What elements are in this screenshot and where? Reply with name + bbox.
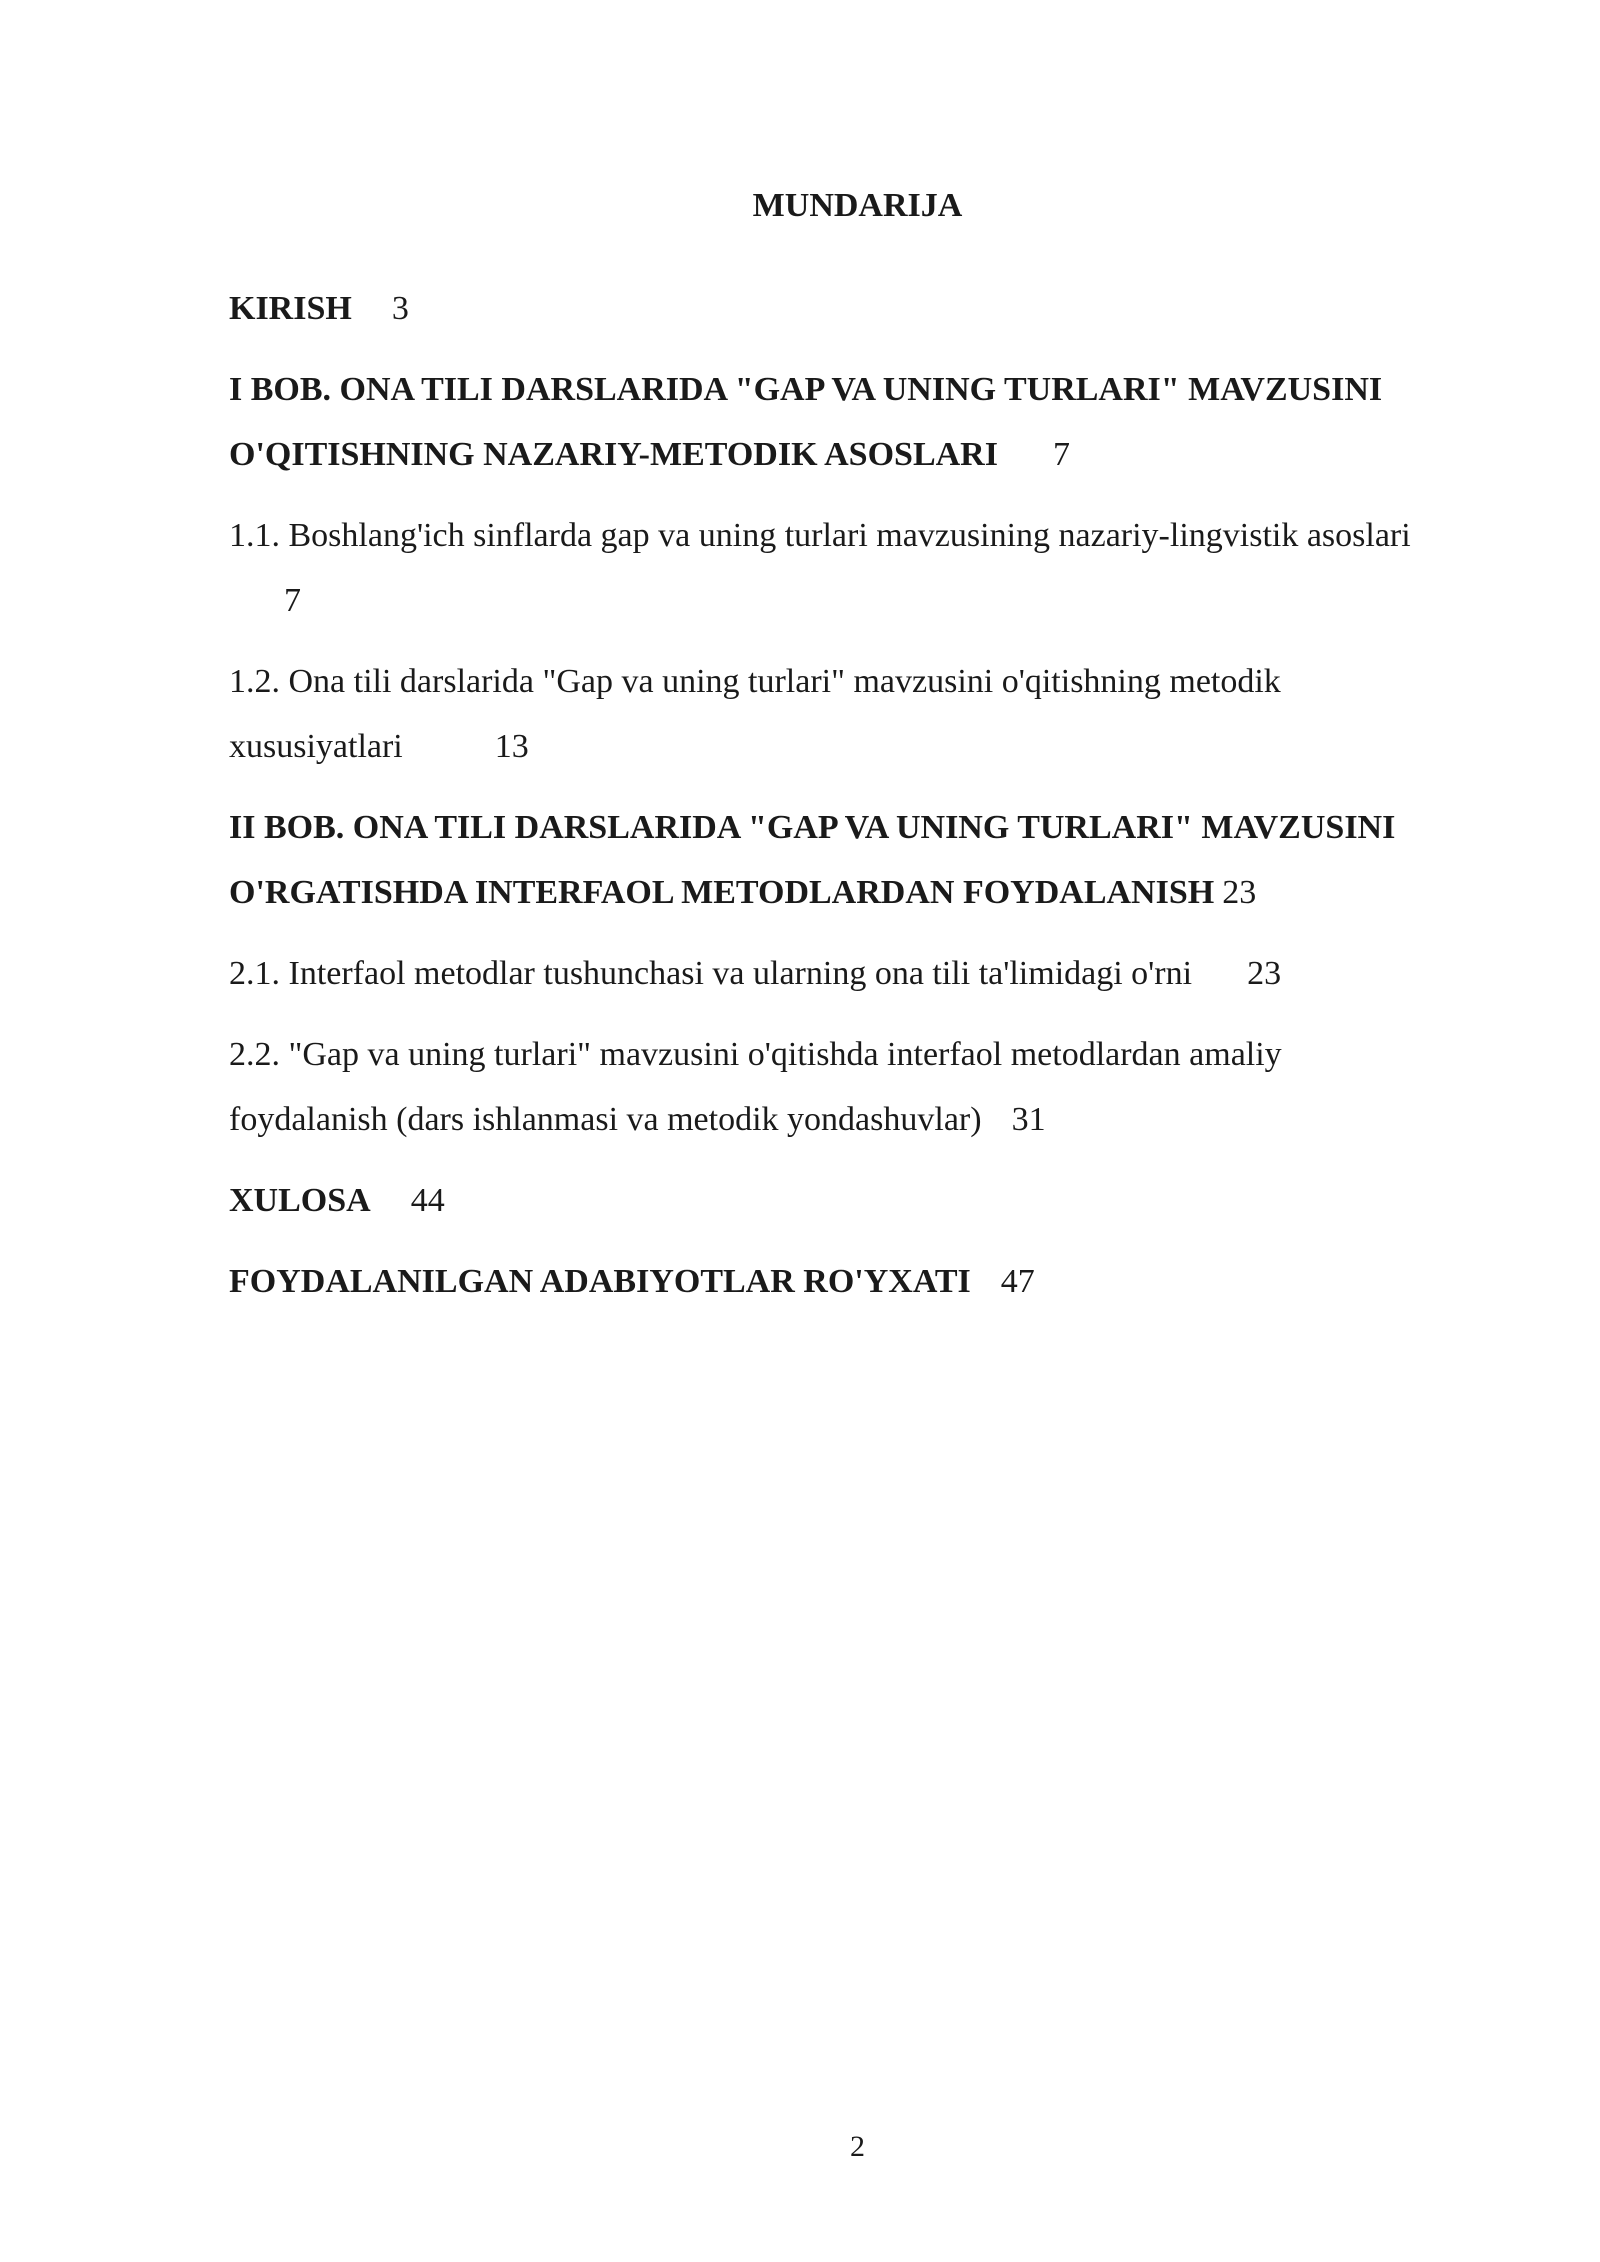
toc-entry-page: 7	[284, 582, 301, 619]
toc-entry-label: 1.1. Boshlang'ich sinflarda gap va uning turlari mavzusining nazariy-lingvistik asoslari	[229, 517, 1411, 554]
toc-entry-page: 23	[1222, 874, 1257, 911]
table-of-contents	[229, 276, 1419, 1330]
toc-entry-page: 31	[1011, 1101, 1046, 1138]
toc-entry-label: FOYDALANILGAN ADABIYOTLAR RO'YXATI	[229, 1263, 971, 1300]
toc-entry-adabiyotlar[interactable]	[229, 1249, 1419, 1314]
toc-entry-label: 1.2. Ona tili darslarida "Gap va uning turlari" mavzusini o'qitishning metodik xususiyatlari	[229, 663, 1281, 765]
toc-entry-page: 23	[1247, 955, 1282, 992]
toc-entry-page: 47	[1000, 1263, 1035, 1300]
toc-entry-section-2-2[interactable]	[229, 1022, 1419, 1152]
toc-entry-page: 3	[391, 290, 409, 327]
toc-entry-section-1-2[interactable]	[229, 649, 1419, 779]
toc-entry-label: KIRISH	[229, 290, 352, 327]
toc-entry-chapter-2[interactable]	[229, 795, 1419, 925]
toc-entry-xulosa[interactable]	[229, 1168, 1419, 1233]
toc-entry-label: XULOSA	[229, 1182, 371, 1219]
toc-entry-label: 2.2. "Gap va uning turlari" mavzusini o'qitishda interfaol metodlardan amaliy foydalanish (dars ishlanmasi va metodik yondashuvlar)	[229, 1036, 1282, 1138]
toc-entry-section-1-1[interactable]	[229, 503, 1419, 633]
toc-title: MUNDARIJA	[752, 187, 963, 224]
toc-entry-page: 13	[494, 728, 529, 765]
toc-entry-kirish[interactable]	[229, 276, 1419, 341]
toc-entry-label: II BOB. ONA TILI DARSLARIDA "GAP VA UNING TURLARI" MAVZUSINI O'RGATISHDA INTERFAOL METODLARDAN FOYDALANISH	[229, 809, 1396, 911]
toc-entry-section-2-1[interactable]	[229, 941, 1419, 1006]
toc-entry-chapter-1[interactable]	[229, 357, 1419, 487]
toc-entry-page: 44	[410, 1182, 445, 1219]
toc-entry-label: I BOB. ONA TILI DARSLARIDA "GAP VA UNING TURLARI" MAVZUSINI O'QITISHNING NAZARIY-METODIK ASOSLARI	[229, 371, 1383, 473]
toc-entry-label: 2.1. Interfaol metodlar tushunchasi va ularning ona tili ta'limidagi o'rni	[229, 955, 1193, 992]
page-number: 2	[850, 2130, 865, 2163]
toc-entry-page: 7	[1052, 436, 1070, 473]
